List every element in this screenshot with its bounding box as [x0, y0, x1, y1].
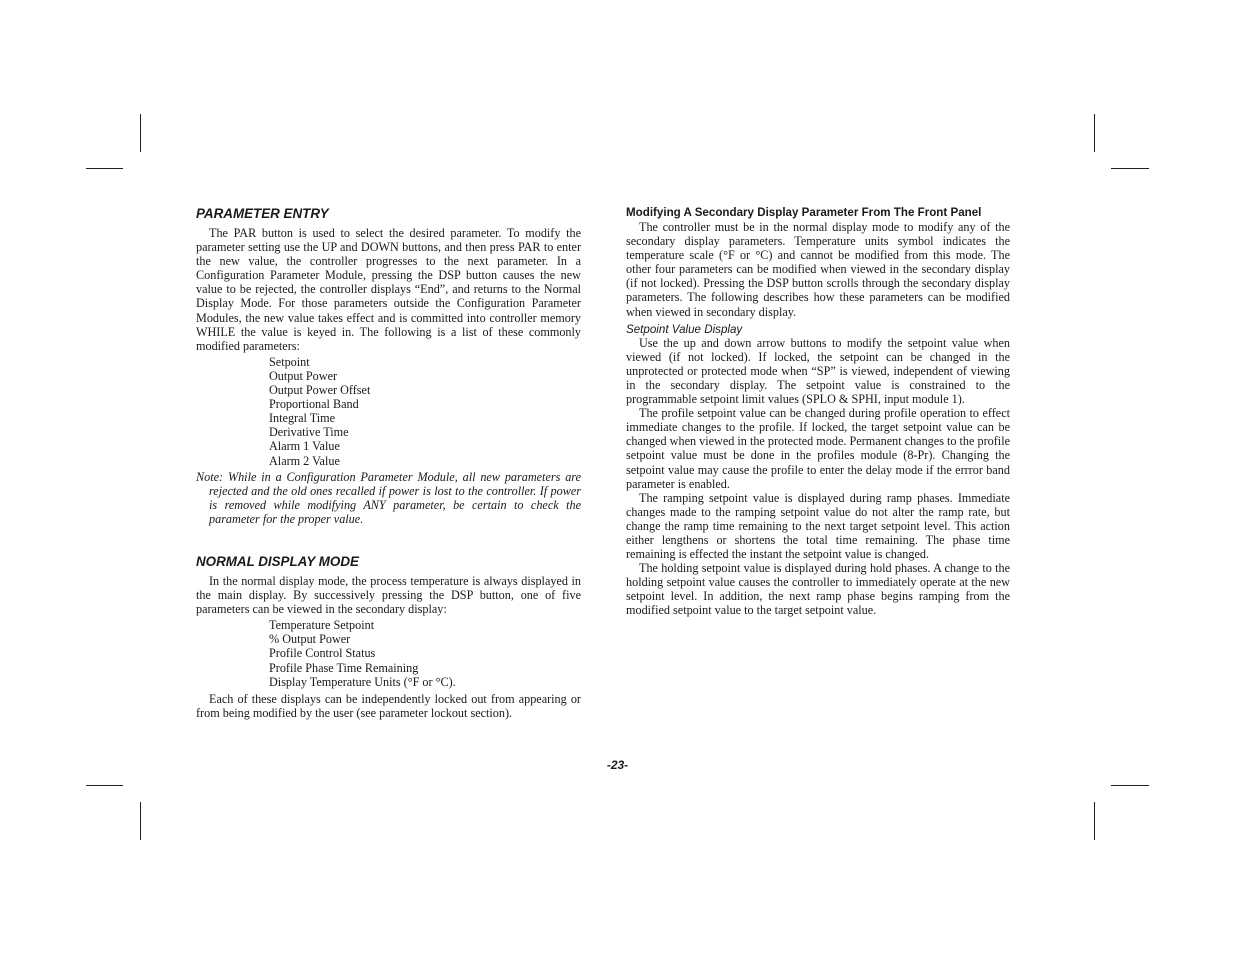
- setpoint-value-display-heading: Setpoint Value Display: [626, 322, 743, 336]
- list-item: Temperature Setpoint: [269, 618, 375, 633]
- list-item: Setpoint: [269, 354, 310, 369]
- normal-display-footer: Each of these displays can be independently locked out from appearing or from being modified by the user (see parameter lockout section).: [196, 691, 581, 720]
- parameter-entry-heading: PARAMETER ENTRY: [196, 206, 329, 221]
- normal-display-section: [196, 554, 581, 720]
- setpoint-paragraph: The holding setpoint value is displayed during hold phases. A change to the holding setpoint value causes the controller to immediately operate at the new setpoint level. In addition, the next ramp phase begins ramping from the modified setpoint value to the target setpoint value.: [626, 561, 1010, 618]
- list-item: Display Temperature Units (°F or °C).: [269, 674, 456, 689]
- secondary-display-intro: The controller must be in the normal display mode to modify any of the secondary display parameters. Temperature units symbol indicates the temperature scale (°F or °C) and cannot be modified from this mode. The other four parameters can be modified when viewed in the secondary display (if not locked). Pressing the DSP button scrolls through the secondary display parameters. The following describes how these parameters can be modified when viewed in secondary display.: [626, 220, 1010, 319]
- page-number: -23-: [606, 758, 629, 772]
- list-item: Alarm 2 Value: [269, 453, 340, 468]
- list-item: Output Power: [269, 368, 338, 383]
- parameter-entry-body: The PAR button is used to select the desired parameter. To modify the parameter setting use the UP and DOWN buttons, and then press PAR to enter the new value, the controller progresses to the next parameter. In a Configuration Parameter Module, pressing the DSP button causes the new value to be rejected, the controller displays “End”, and returns to the Normal Display Mode. For those parameters outside the Configuration Parameter Modules, the new value takes effect and is committed into controller memory WHILE the value is keyed in. The following is a list of these commonly modified parameters:: [196, 226, 581, 353]
- crop-mark-top-left-vertical: [140, 114, 141, 152]
- left-column: [196, 206, 581, 720]
- secondary-display-modify-heading: Modifying A Secondary Display Parameter From The Front Panel: [626, 206, 982, 219]
- right-column: [626, 206, 1010, 618]
- list-item: Profile Phase Time Remaining: [269, 660, 419, 675]
- list-item: Derivative Time: [269, 425, 349, 440]
- list-item: Alarm 1 Value: [269, 439, 340, 454]
- setpoint-paragraph: The profile setpoint value can be changed during profile operation to effect immediate changes to the profile. If locked, the target setpoint value can be changed when viewed in the protected mode. Permanent changes to the profile setpoint value must be done in the profiles module (8-Pr). Changing the setpoint value may cause the profile to enter the delay mode if the errror band parameter is enabled.: [626, 406, 1010, 491]
- list-item: Integral Time: [269, 411, 336, 426]
- parameter-entry-note: Note: While in a Configuration Parameter Module, all new parameters are rejected and the old ones recalled if power is lost to the controller. If power is removed while modifying ANY parameter, be certain to check the parameter for the proper value.: [196, 469, 581, 526]
- crop-mark-top-right-horizontal: [1111, 168, 1149, 169]
- normal-display-heading: NORMAL DISPLAY MODE: [196, 553, 359, 569]
- list-item: Output Power Offset: [269, 383, 371, 398]
- modified-parameters-list: [269, 355, 581, 468]
- crop-mark-bottom-right-vertical: [1094, 802, 1095, 840]
- list-item: % Output Power: [269, 632, 351, 647]
- crop-mark-top-right-vertical: [1094, 114, 1095, 152]
- setpoint-paragraph: The ramping setpoint value is displayed during ramp phases. Immediate changes made to the ramping setpoint value do not alter the ramp rate, but change the ramp time remaining to the next target setpoint level. This action either lengthens or shortens the total time remaining. The phase time remaining is effected the instant the setpoint value is changed.: [626, 490, 1010, 562]
- crop-mark-bottom-left-horizontal: [86, 785, 123, 786]
- parameter-entry-section: [196, 206, 581, 526]
- normal-display-body: In the normal display mode, the process temperature is always displayed in the main display. By successively pressing the DSP button, one of five parameters can be viewed in the secondary display:: [196, 573, 581, 617]
- list-item: Profile Control Status: [269, 646, 376, 661]
- crop-mark-top-left-horizontal: [86, 168, 123, 169]
- setpoint-paragraph: Use the up and down arrow buttons to modify the setpoint value when viewed (if not locked). If locked, the setpoint can be changed in the unprotected or protected mode when “SP” is viewed, independent of viewing in the secondary display. The setpoint value is constrained to the programmable setpoint limit values (SPLO & SPHI, input module 1).: [626, 335, 1010, 407]
- list-item: Proportional Band: [269, 397, 359, 412]
- crop-mark-bottom-right-horizontal: [1111, 785, 1149, 786]
- crop-mark-bottom-left-vertical: [140, 802, 141, 840]
- secondary-display-parameters-list: [269, 618, 581, 688]
